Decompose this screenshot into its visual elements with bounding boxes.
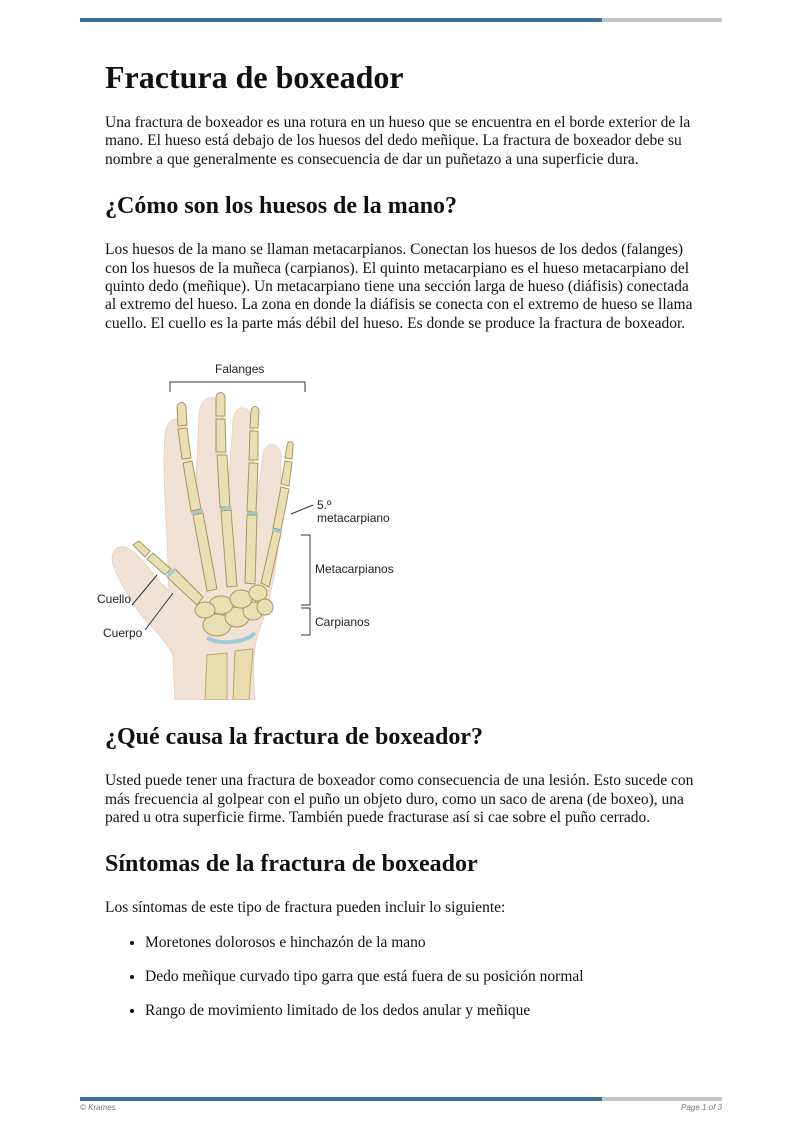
- label-fifth-metacarpal: metacarpiano: [317, 511, 390, 526]
- intro-paragraph: Una fractura de boxeador es una rotura en un hueso que se encuentra en el borde exterior de la mano. El hueso está debajo de los huesos del dedo meñique. La fractura de boxeador debe su nombre a que generalmente es consecuencia de dar un puñetazo a una superficie dura.: [105, 114, 691, 168]
- label-metacarpianos: Metacarpianos: [315, 562, 394, 577]
- label-falanges: Falanges: [215, 362, 265, 377]
- bottom-divider-bar: [80, 1097, 722, 1101]
- section-paragraph-symptoms: Los síntomas de este tipo de fractura pueden incluir lo siguiente:: [105, 899, 506, 917]
- document-body: [97, 50, 700, 1036]
- section-paragraph-hand-bones: Los huesos de la mano se llaman metacarpianos. Conectan los huesos de los dedos (falanges) con los huesos de la muñeca (carpianos). El quinto metacarpiano es el hueso metacarpiano del quinto dedo (meñique). Un metacarpiano tiene una sección larga de hueso (diáfisis) conectada al extremo del hueso. La zona en donde la diáfisis se conecta con el extremo de hueso se llama cuello. El cuello es la parte más débil del hueso. Es donde se produce la fractura de boxeador.: [105, 241, 693, 332]
- footer-page-number: Page 1 of 3: [681, 1103, 722, 1112]
- label-cuerpo: Cuerpo: [103, 626, 143, 641]
- hand-skeleton-drawing: [95, 355, 405, 700]
- symptoms-list: [105, 934, 700, 1020]
- section-heading-symptoms: Síntomas de la fractura de boxeador: [105, 851, 478, 878]
- label-cuello: Cuello: [97, 592, 132, 607]
- label-fifth-metacarpal-number: 5.º: [317, 498, 332, 513]
- list-item: • Rango de movimiento limitado de los dedos anular y meñique: [145, 1002, 700, 1020]
- section-heading-causes: ¿Qué causa la fractura de boxeador?: [105, 724, 483, 751]
- top-divider-bar: [80, 18, 722, 22]
- list-item: • Moretones dolorosos e hinchazón de la mano: [145, 934, 700, 952]
- section-heading-hand-bones: ¿Cómo son los huesos de la mano?: [105, 193, 458, 220]
- hand-bones-illustration: [95, 355, 405, 700]
- section-paragraph-causes: Usted puede tener una fractura de boxeador como consecuencia de una lesión. Esto sucede con más frecuencia al golpear con el puño un objeto duro, como un saco de arena (de boxeo), una pared u otra superficie firme. También puede fracturase así si cae sobre el puño cerrado.: [105, 772, 694, 827]
- page-title: Fractura de boxeador: [105, 59, 404, 95]
- label-carpianos: Carpianos: [315, 615, 370, 630]
- list-item: • Dedo meñique curvado tipo garra que está fuera de su posición normal: [145, 968, 700, 986]
- footer-copyright: © Krames: [80, 1103, 116, 1112]
